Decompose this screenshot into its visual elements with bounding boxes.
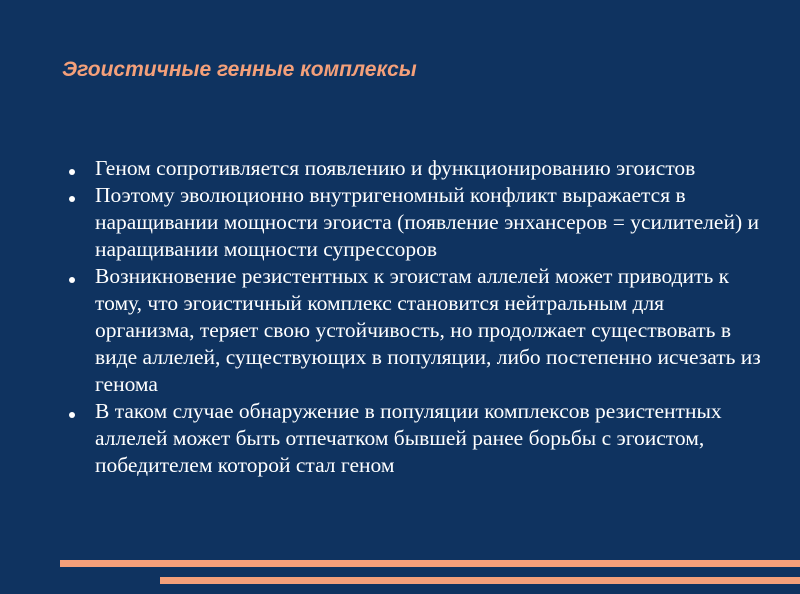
- bullet-dot-icon: [66, 155, 95, 182]
- bullet-item: [66, 263, 766, 398]
- bullet-text: Возникновение резистентных к эгоистам аллелей может приводить к тому, что эгоистичный комплекс становится нейтральным для организма, теряет свою устойчивость, но продолжает существовать в виде аллелей, существующих в популяции, либо постепенно исчезать из генома: [95, 264, 761, 396]
- decorative-stripe-top: [60, 560, 800, 567]
- bullet-text: Поэтому эволюционно внутригеномный конфликт выражается в наращивании мощности эгоиста (появление энхансеров = усилителей) и наращивании мощности супрессоров: [95, 183, 759, 261]
- bullet-list: [66, 155, 766, 479]
- bullet-item: [66, 398, 766, 479]
- bullet-dot-icon: [66, 398, 95, 425]
- bullet-text: Геном сопротивляется появлению и функционированию эгоистов: [95, 156, 696, 180]
- bullet-dot-icon: [66, 182, 95, 209]
- slide-title: Эгоистичные генные комплексы: [62, 58, 417, 81]
- bullet-item: [66, 155, 766, 182]
- bullet-item: [66, 182, 766, 263]
- bullet-text: В таком случае обнаружение в популяции комплексов резистентных аллелей может быть отпечатком бывшей ранее борьбы с эгоистом, победителем которой стал геном: [95, 399, 722, 477]
- bullet-dot-icon: [66, 263, 95, 290]
- decorative-stripe-bottom: [160, 577, 800, 584]
